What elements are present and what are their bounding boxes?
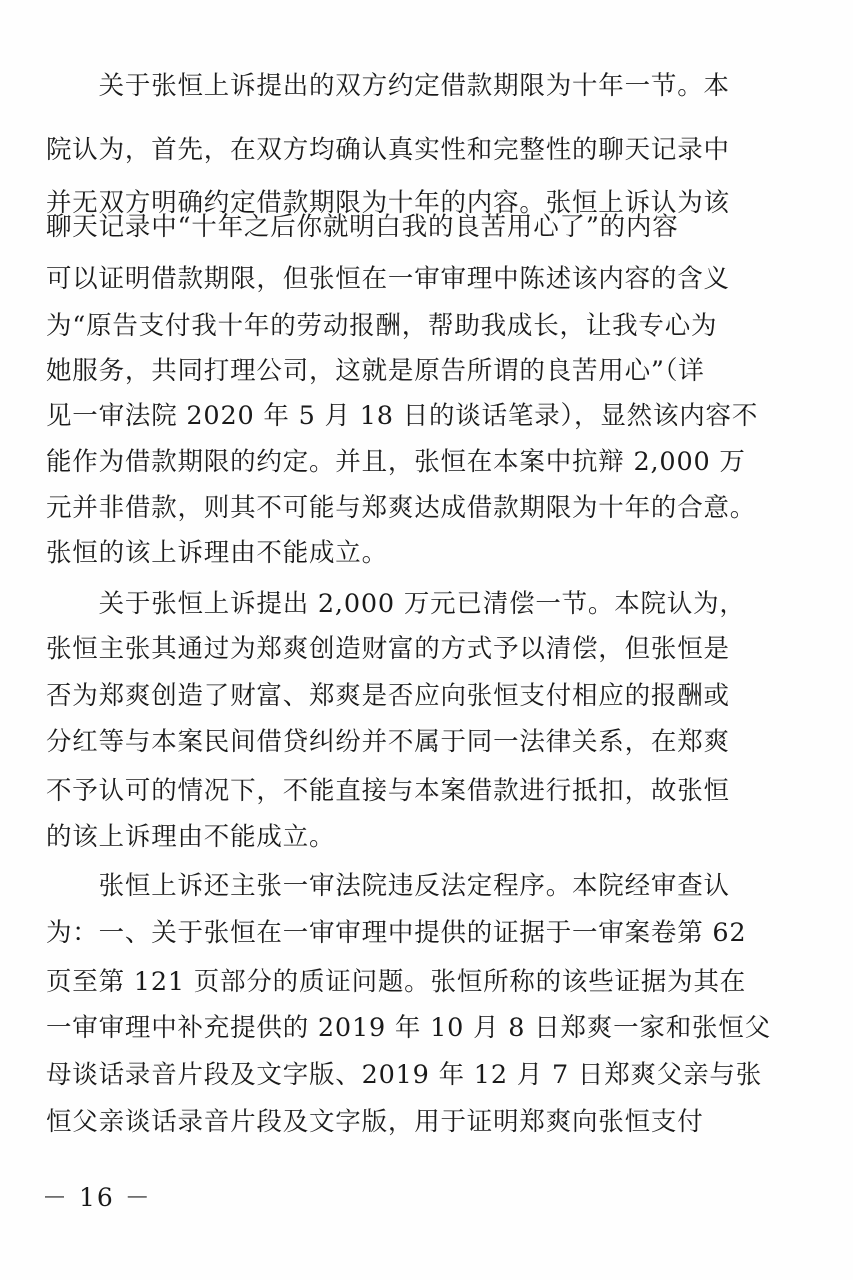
- text-line: 为“原告支付我十年的劳动报酬，帮助我成长，让我专心为: [46, 311, 718, 341]
- text-line: 能作为借款期限的约定。并且，张恒在本案中抗辩 2,000 万: [46, 447, 746, 477]
- text-line: 可以证明借款期限，但张恒在一审审理中陈述该内容的含义: [46, 264, 730, 294]
- text-line: 她服务，共同打理公司，这就是原告所谓的良苦用心”（详: [46, 356, 705, 386]
- text-line: 母谈话录音片段及文字版、2019 年 12 月 7 日郑爽父亲与张: [46, 1060, 762, 1090]
- text-line: 一审审理中补充提供的 2019 年 10 月 8 日郑爽一家和张恒父: [46, 1013, 771, 1043]
- text-line: 恒父亲谈话录音片段及文字版，用于证明郑爽向张恒支付: [46, 1107, 704, 1137]
- text-line: 否为郑爽创造了财富、郑爽是否应向张恒支付相应的报酬或: [46, 681, 730, 711]
- text-line: 张恒的该上诉理由不能成立。: [46, 538, 388, 568]
- text-line: 页至第 121 页部分的质证问题。张恒所称的该些证据为其在: [46, 967, 747, 997]
- text-line: 院认为，首先，在双方均确认真实性和完整性的聊天记录中: [46, 135, 730, 165]
- text-line: 为：一、关于张恒在一审审理中提供的证据于一审案卷第 62: [46, 918, 747, 948]
- text-line: 的该上诉理由不能成立。: [46, 822, 336, 852]
- text-line: 关于张恒上诉提出的双方约定借款期限为十年一节。本: [46, 71, 730, 101]
- text-line: 关于张恒上诉提出 2,000 万元已清偿一节。本院认为，: [46, 589, 746, 619]
- text-line: 并无双方明确约定借款期限为十年的内容。张恒上诉认为该: [46, 188, 730, 218]
- text-line: 张恒主张其通过为郑爽创造财富的方式予以清偿，但张恒是: [46, 634, 730, 664]
- page-number: － 16 －: [42, 1183, 152, 1212]
- text-line: 聊天记录中“十年之后你就明白我的良苦用心了”的内容: [46, 212, 679, 242]
- text-line: 不予认可的情况下，不能直接与本案借款进行抵扣，故张恒: [46, 776, 730, 806]
- text-line: 张恒上诉还主张一审法院违反法定程序。本院经审查认: [46, 871, 730, 901]
- text-line: 分红等与本案民间借贷纠纷并不属于同一法律关系，在郑爽: [46, 727, 730, 757]
- text-line: 见一审法院 2020 年 5 月 18 日的谈话笔录），显然该内容不: [46, 401, 759, 431]
- text-line: 元并非借款，则其不可能与郑爽达成借款期限为十年的合意。: [46, 493, 757, 523]
